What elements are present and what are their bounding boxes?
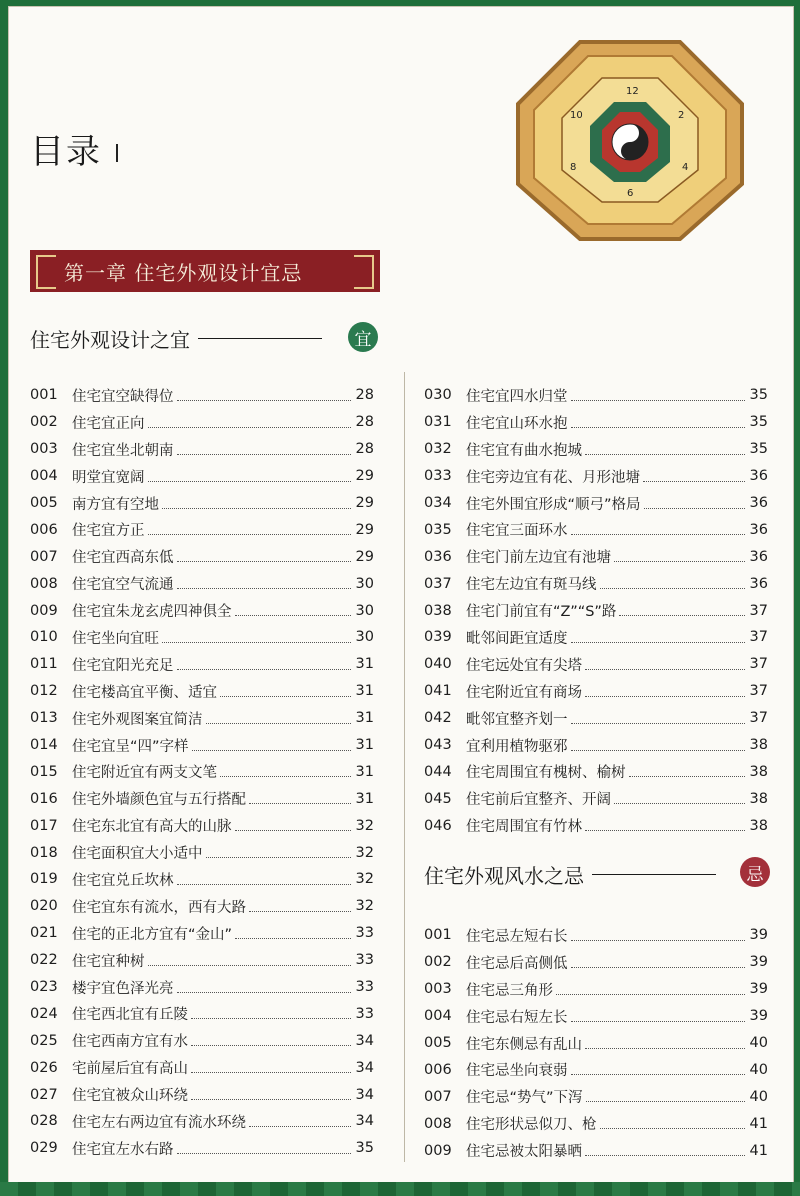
entry-title: 住宅宜正向 [72,415,145,432]
dot-leader [220,696,351,697]
entry-title: 住宅忌右短左长 [466,1009,568,1026]
dot-leader [235,615,352,616]
entry-page-number: 36 [749,495,768,511]
dot-leader [177,669,352,670]
toc-entry[interactable] [424,624,768,651]
entry-title: 住宅宜朱龙玄虎四神俱全 [72,604,232,621]
dot-leader [177,454,352,455]
decorative-border [0,1182,800,1196]
entry-title: 住宅宜四水归堂 [466,388,568,405]
entry-title: 明堂宜宽阔 [72,469,145,486]
entry-title: 南方宜有空地 [72,496,159,513]
dot-leader [585,454,745,455]
entry-page-number: 36 [749,548,768,565]
toc-entry[interactable] [424,1083,768,1110]
toc-entry[interactable] [424,949,768,976]
toc-entry[interactable] [424,570,768,597]
dot-leader [585,1155,745,1156]
entry-number: 028 [30,1113,58,1130]
entry-page-number: 38 [749,817,768,834]
entry-number: 001 [30,387,58,404]
entry-page-number: 33 [355,952,374,969]
dot-leader [177,992,352,993]
entry-page-number: 31 [355,710,374,727]
toc-entry[interactable] [30,490,374,517]
dot-leader [571,642,746,643]
toc-entry[interactable] [30,436,374,463]
toc-entry[interactable] [424,490,768,517]
chapter-banner [30,250,380,292]
entry-page-number: 33 [355,1005,374,1022]
entry-page-number: 30 [355,602,374,619]
entry-title: 住宅宜呈“四”字样 [72,738,189,755]
dot-leader [600,588,746,589]
dot-leader [643,481,745,482]
toc-entry[interactable] [30,1135,374,1162]
toc-entry[interactable] [424,597,768,624]
dot-leader [249,911,351,912]
toc-entry[interactable] [424,785,768,812]
entry-number: 031 [424,414,452,431]
entry-title: 住宅西南方宜有水 [72,1034,188,1051]
toc-entry[interactable] [30,382,374,409]
dot-leader [614,561,745,562]
toc-entry[interactable] [30,1027,374,1054]
toc-entry[interactable] [30,543,374,570]
dot-leader [206,857,352,858]
entry-title: 住宅西北宜有丘陵 [72,1007,188,1024]
entry-page-number: 32 [355,817,374,834]
entry-title: 住宅宜三面环水 [466,523,568,540]
dot-leader [571,534,746,535]
section-yi-title: 住宅外观设计之宜 [30,328,190,352]
entry-page-number: 32 [355,844,374,861]
entry-title: 住宅附近宜有两支文笔 [72,765,217,782]
dot-leader [586,1101,745,1102]
entry-page-number: 37 [749,683,768,700]
dot-leader [177,561,352,562]
toc-entry[interactable] [30,785,374,812]
dot-leader [571,400,746,401]
toc-entry[interactable] [424,1003,768,1030]
toc-entry[interactable] [424,1030,768,1057]
toc-entry[interactable] [30,732,374,759]
dot-leader [600,1128,746,1129]
entry-title: 住宅门前宜有“Z”“S”路 [466,604,617,621]
entry-title: 住宅忌坐向衰弱 [466,1063,568,1080]
entry-title: 住宅左右两边宜有流水环绕 [72,1114,246,1131]
entry-number: 003 [424,981,452,998]
toc-list-yi-left [30,382,374,1162]
dot-leader [177,1153,352,1154]
entry-page-number: 29 [355,468,374,485]
entry-page-number: 36 [749,468,768,485]
toc-entry[interactable] [424,436,768,463]
entry-page-number: 29 [355,521,374,538]
toc-entry[interactable] [30,920,374,947]
toc-entry[interactable] [30,624,374,651]
entry-title: 住宅左边宜有斑马线 [466,577,597,594]
entry-title: 住宅东北宜有高大的山脉 [72,819,232,836]
chapter-title: 第一章 住宅外观设计宜忌 [64,260,303,285]
entry-page-number: 31 [355,763,374,780]
section-ji-title: 住宅外观风水之忌 [424,864,584,888]
toc-entry[interactable] [30,974,374,1001]
entry-number: 021 [30,925,58,942]
entry-number: 003 [30,441,58,458]
entry-page-number: 39 [749,954,768,971]
entry-number: 037 [424,575,452,592]
entry-number: 032 [424,441,452,458]
compass-number: 2 [678,110,685,121]
dot-leader [644,508,745,509]
entry-page-number: 31 [355,656,374,673]
toc-entry[interactable] [30,570,374,597]
entry-page-number: 38 [749,790,768,807]
entry-number: 017 [30,817,58,834]
entry-page-number: 35 [749,387,768,404]
entry-title: 住宅宜东有流水，西有大路 [72,899,246,916]
entry-number: 009 [424,1142,452,1159]
entry-page-number: 32 [355,898,374,915]
entry-title: 住宅宜种树 [72,953,145,970]
entry-page-number: 30 [355,575,374,592]
entry-number: 023 [30,979,58,996]
dot-leader [220,776,351,777]
entry-number: 011 [30,656,58,673]
dot-leader [571,967,746,968]
entry-page-number: 40 [749,1061,768,1078]
compass-number: 4 [682,162,689,173]
entry-title: 住宅周围宜有竹林 [466,819,582,836]
entry-title: 住宅宜坐北朝南 [72,442,174,459]
toc-entry[interactable] [30,409,374,436]
entry-page-number: 41 [749,1115,768,1132]
dot-leader [191,1099,351,1100]
dot-leader [148,481,352,482]
entry-page-number: 31 [355,737,374,754]
entry-page-number: 38 [749,737,768,754]
dot-leader [177,400,352,401]
yi-badge: 宜 [348,322,378,352]
compass-number: 12 [626,86,639,97]
page-title: 目录 [30,132,102,172]
entry-number: 046 [424,817,452,834]
dot-leader [571,723,746,724]
entry-number: 042 [424,710,452,727]
entry-number: 041 [424,683,452,700]
toc-entry[interactable] [424,651,768,678]
entry-number: 005 [424,1035,452,1051]
entry-page-number: 36 [749,575,768,592]
toc-entry[interactable] [30,893,374,920]
entry-title: 住宅宜阳光充足 [72,657,174,674]
entry-number: 002 [30,414,58,431]
toc-entry[interactable] [424,812,768,839]
entry-number: 033 [424,468,452,485]
toc-entry[interactable] [30,947,374,974]
entry-number: 034 [424,495,452,511]
entry-number: 024 [30,1005,58,1022]
entry-title: 住宅忌后高侧低 [466,955,568,972]
toc-entry[interactable] [424,1110,768,1137]
dot-leader [191,1045,351,1046]
dot-leader [585,669,745,670]
entry-page-number: 37 [749,656,768,673]
entry-number: 040 [424,656,452,673]
dot-leader [192,750,351,751]
toc-entry[interactable] [30,705,374,732]
entry-number: 004 [424,1008,452,1025]
title-marker [116,144,118,162]
section-line [592,874,716,875]
toc-entry[interactable] [30,678,374,705]
toc-entry[interactable] [30,516,374,543]
toc-entry[interactable] [424,1056,768,1083]
entry-title: 住宅附近宜有商场 [466,684,582,701]
entry-number: 006 [424,1061,452,1078]
entry-page-number: 28 [355,441,374,458]
toc-entry[interactable] [424,463,768,490]
entry-page-number: 34 [355,1059,374,1076]
entry-number: 016 [30,790,58,807]
dot-leader [249,1126,351,1127]
entry-page-number: 32 [355,871,374,888]
entry-title: 毗邻间距宜适度 [466,630,568,647]
entry-title: 住宅前后宜整齐、开阔 [466,792,611,809]
entry-number: 038 [424,602,452,619]
entry-title: 住宅坐向宜旺 [72,630,159,647]
dot-leader [191,1072,351,1073]
entry-page-number: 37 [749,629,768,646]
toc-entry[interactable] [424,1137,768,1164]
entry-page-number: 36 [749,521,768,538]
dot-leader [148,534,352,535]
entry-title: 住宅面积宜大小适中 [72,846,203,863]
compass-number: 10 [570,110,583,121]
entry-title: 住宅宜被众山环绕 [72,1088,188,1105]
dot-leader [585,696,745,697]
toc-entry[interactable] [424,705,768,732]
dot-leader [177,884,352,885]
entry-title: 住宅宜西高东低 [72,550,174,567]
dot-leader [571,1021,746,1022]
entry-number: 044 [424,763,452,780]
entry-page-number: 40 [749,1088,768,1105]
entry-number: 025 [30,1032,58,1049]
compass-number: 6 [627,188,634,199]
dot-leader [629,776,746,777]
entry-page-number: 39 [749,927,768,944]
entry-number: 036 [424,548,452,565]
toc-entry[interactable] [30,866,374,893]
entry-number: 006 [30,521,58,538]
entry-page-number: 29 [355,495,374,511]
toc-entry[interactable] [424,543,768,570]
entry-number: 018 [30,844,58,861]
section-ji-heading [424,860,716,889]
entry-page-number: 41 [749,1142,768,1159]
entry-title: 住宅宜山环水抱 [466,415,568,432]
toc-entry[interactable] [424,382,768,409]
entry-title: 住宅远处宜有尖塔 [466,657,582,674]
entry-number: 029 [30,1140,58,1157]
section-line [198,338,322,339]
entry-title: 住宅形状忌似刀、枪 [466,1117,597,1134]
toc-list-yi-right [424,382,768,839]
toc-entry[interactable] [30,651,374,678]
toc-entry[interactable] [424,922,768,949]
toc-entry[interactable] [424,976,768,1003]
entry-number: 020 [30,898,58,915]
entry-title: 住宅旁边宜有花、月形池塘 [466,469,640,486]
dot-leader [571,750,746,751]
entry-page-number: 38 [749,763,768,780]
entry-number: 001 [424,927,452,944]
entry-number: 010 [30,629,58,646]
toc-entry[interactable] [30,1000,374,1027]
entry-number: 015 [30,763,58,780]
dot-leader [148,427,352,428]
entry-title: 住宅外墙颜色宜与五行搭配 [72,792,246,809]
entry-page-number: 40 [749,1035,768,1051]
dot-leader [191,1018,351,1019]
entry-number: 007 [424,1088,452,1105]
dot-leader [614,803,745,804]
entry-title: 毗邻宜整齐划一 [466,711,568,728]
dot-leader [177,588,352,589]
entry-title: 住宅外围宜形成“顺弓”格局 [466,496,641,513]
entry-number: 039 [424,629,452,646]
entry-number: 007 [30,548,58,565]
dot-leader [235,830,352,831]
entry-page-number: 39 [749,1008,768,1025]
entry-title: 楼宇宜色泽光亮 [72,980,174,997]
dot-leader [206,723,352,724]
dot-leader [148,965,352,966]
entry-title: 住宅东侧忌有乱山 [466,1036,582,1053]
entry-page-number: 31 [355,790,374,807]
toc-entry[interactable] [30,1054,374,1081]
toc-entry[interactable] [30,839,374,866]
ji-badge: 忌 [740,857,770,887]
toc-entry[interactable] [424,516,768,543]
entry-title: 住宅忌左短右长 [466,928,568,945]
entry-title: 住宅忌被太阳暴晒 [466,1144,582,1161]
entry-page-number: 39 [749,981,768,998]
dot-leader [585,830,745,831]
entry-page-number: 28 [355,387,374,404]
entry-title: 住宅宜有曲水抱城 [466,442,582,459]
toc-entry[interactable] [30,463,374,490]
entry-number: 019 [30,871,58,888]
entry-title: 住宅宜方正 [72,523,145,540]
entry-page-number: 34 [355,1032,374,1049]
entry-title: 住宅宜空缺得位 [72,388,174,405]
entry-page-number: 37 [749,710,768,727]
entry-page-number: 35 [749,441,768,458]
entry-number: 013 [30,710,58,727]
dot-leader [585,1048,745,1049]
toc-entry[interactable] [424,409,768,436]
toc-entry[interactable] [30,758,374,785]
dot-leader [249,803,351,804]
section-yi-heading [30,324,322,353]
entry-page-number: 35 [749,414,768,431]
entry-title: 住宅宜兑丘坎林 [72,872,174,889]
compass-number: 8 [570,162,577,173]
entry-title: 住宅楼高宜平衡、适宜 [72,684,217,701]
entry-number: 008 [424,1115,452,1132]
toc-entry[interactable] [424,732,768,759]
toc-entry[interactable] [424,758,768,785]
entry-title: 住宅门前左边宜有池塘 [466,550,611,567]
entry-page-number: 28 [355,414,374,431]
toc-entry[interactable] [30,812,374,839]
dot-leader [571,940,746,941]
dot-leader [162,642,351,643]
toc-entry[interactable] [424,678,768,705]
entry-number: 002 [424,954,452,971]
entry-page-number: 29 [355,548,374,565]
entry-number: 043 [424,737,452,754]
dot-leader [235,938,351,939]
toc-entry[interactable] [30,1108,374,1135]
entry-page-number: 30 [355,629,374,646]
entry-title: 宜利用植物驱邪 [466,738,568,755]
entry-page-number: 37 [749,602,768,619]
entry-number: 045 [424,790,452,807]
toc-list-ji [424,922,768,1164]
entry-number: 035 [424,521,452,538]
entry-number: 026 [30,1059,58,1076]
entry-number: 004 [30,468,58,485]
entry-number: 030 [424,387,452,404]
entry-number: 009 [30,602,58,619]
entry-title: 住宅宜左水右路 [72,1141,174,1158]
entry-title: 住宅的正北方宜有“金山” [72,926,233,943]
entry-title: 住宅外观图案宜简洁 [72,711,203,728]
entry-title: 住宅周围宜有槐树、榆树 [466,765,626,782]
bagua-compass-icon [510,34,750,244]
dot-leader [571,427,746,428]
entry-page-number: 35 [355,1140,374,1157]
entry-number: 008 [30,575,58,592]
entry-title: 住宅忌“势气”下泻 [466,1090,583,1107]
entry-page-number: 34 [355,1086,374,1103]
toc-entry[interactable] [30,597,374,624]
entry-title: 宅前屋后宜有高山 [72,1061,188,1078]
dot-leader [619,615,745,616]
entry-number: 022 [30,952,58,969]
entry-title: 住宅宜空气流通 [72,577,174,594]
entry-page-number: 33 [355,979,374,996]
entry-title: 住宅忌三角形 [466,982,553,999]
entry-number: 005 [30,495,58,511]
toc-entry[interactable] [30,1081,374,1108]
entry-page-number: 33 [355,925,374,942]
entry-page-number: 31 [355,683,374,700]
dot-leader [556,994,745,995]
entry-number: 014 [30,737,58,754]
column-divider [404,372,405,1162]
entry-number: 027 [30,1086,58,1103]
entry-page-number: 34 [355,1113,374,1130]
dot-leader [571,1074,746,1075]
dot-leader [162,508,351,509]
entry-number: 012 [30,683,58,700]
